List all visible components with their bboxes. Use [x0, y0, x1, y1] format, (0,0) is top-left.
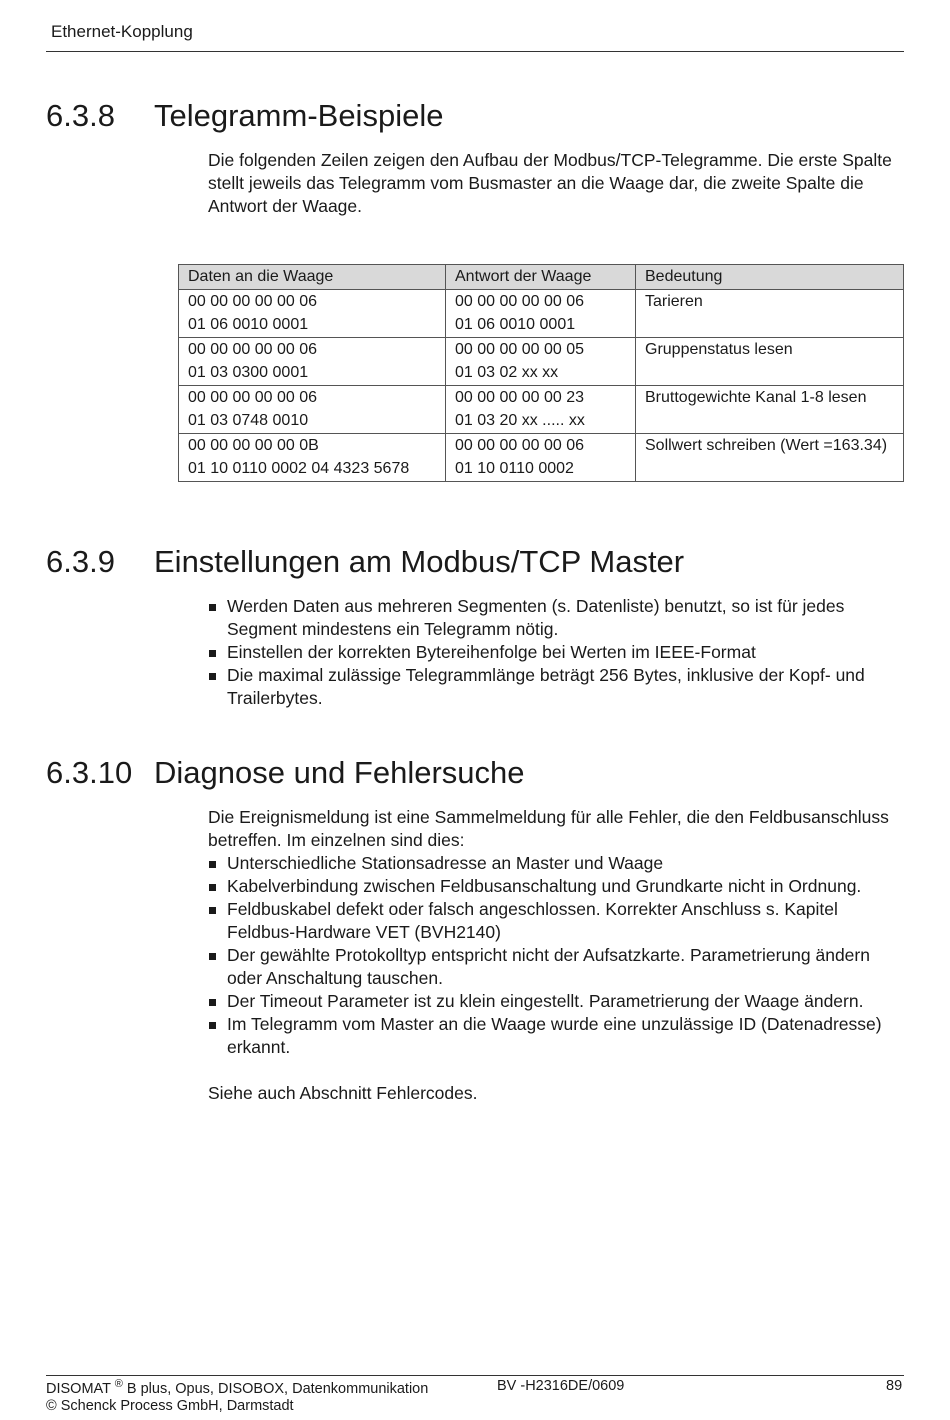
column-header: Bedeutung — [636, 265, 904, 290]
list-item — [208, 990, 898, 1013]
table-cell-reply — [446, 433, 636, 481]
list-item-text: Im Telegramm vom Master an die Waage wurde eine unzulässige ID (Datenadresse) erkannt. — [227, 1014, 882, 1057]
intro-paragraph: Die folgenden Zeilen zeigen den Aufbau der Modbus/TCP-Telegramme. Die erste Spalte stellt jeweils das Telegramm vom Busmaster an die Waage dar, die zweite Spalte die Antwort der Waage. — [208, 150, 892, 216]
list-item — [208, 944, 898, 990]
section-number: 6.3.10 — [46, 755, 133, 790]
running-header: Ethernet-Kopplung — [51, 22, 193, 41]
table-cell-meaning: Tarieren — [636, 289, 904, 337]
list-item — [208, 898, 898, 944]
list-item-text: Unterschiedliche Stationsadresse an Master und Waage — [227, 853, 664, 873]
list-item — [208, 595, 908, 641]
cell-line: 00 00 00 00 00 06 — [188, 292, 318, 310]
settings-list-block — [208, 595, 908, 710]
product-name: DISOMAT — [46, 1380, 111, 1397]
cell-line: 00 00 00 00 00 23 — [455, 388, 585, 406]
table-cell-send — [179, 433, 446, 481]
cell-line: 01 06 0010 0001 — [188, 316, 309, 333]
footer-divider — [46, 1375, 904, 1376]
cell-line: 01 03 0748 0010 — [188, 412, 309, 429]
cell-line: 01 10 0110 0002 04 4323 5678 — [188, 460, 410, 477]
footer-product — [46, 1378, 428, 1397]
bullet-square-icon — [209, 650, 216, 657]
list-item — [208, 1013, 898, 1059]
registered-mark: ® — [114, 1378, 123, 1390]
cell-line: 01 03 20 xx ..... xx — [455, 412, 585, 429]
list-item — [208, 641, 908, 664]
section-intro — [208, 149, 908, 218]
cell-line: 00 00 00 00 00 06 — [455, 436, 585, 454]
bullet-square-icon — [209, 673, 216, 680]
bullet-square-icon — [209, 907, 216, 914]
table-cell-send — [179, 337, 446, 385]
bullet-square-icon — [209, 1022, 216, 1029]
list-item-text: Die maximal zulässige Telegrammlänge beträgt 256 Bytes, inklusive der Kopf- und Trailerbytes. — [227, 665, 865, 708]
section-title: Einstellungen am Modbus/TCP Master — [154, 544, 685, 579]
cell-line: 00 00 00 00 00 06 — [188, 388, 318, 406]
list-item-text: Der Timeout Parameter ist zu klein eingestellt. Parametrierung der Waage ändern. — [227, 991, 864, 1011]
footer-copyright: © Schenck Process GmbH, Darmstadt — [46, 1398, 294, 1414]
product-variants: B plus, Opus, DISOBOX, Datenkommunikation — [122, 1380, 429, 1397]
section-number: 6.3.9 — [46, 544, 115, 579]
list-item-text: Kabelverbindung zwischen Feldbusanschaltung und Grundkarte nicht in Ordnung. — [227, 876, 862, 896]
cell-line: 00 00 00 00 00 06 — [188, 340, 318, 358]
list-item-text: Feldbuskabel defekt oder falsch angeschlossen. Korrekter Anschluss s. Kapitel Feldbus-Hardware VET (BVH2140) — [227, 899, 838, 942]
table-row — [179, 289, 904, 337]
table-row — [179, 433, 904, 481]
list-item — [208, 852, 898, 875]
table-cell-reply — [446, 289, 636, 337]
list-item — [208, 875, 898, 898]
bullet-square-icon — [209, 604, 216, 611]
bullet-square-icon — [209, 861, 216, 868]
table-cell-meaning: Bruttogewichte Kanal 1-8 lesen — [636, 385, 904, 433]
list-item-text: Einstellen der korrekten Bytereihenfolge bei Werten im IEEE-Format — [227, 642, 756, 662]
diagnosis-block — [208, 806, 898, 1105]
bullet-list — [208, 852, 898, 1059]
closing-paragraph: Siehe auch Abschnitt Fehlercodes. — [208, 1083, 478, 1103]
cell-line: 01 03 0300 0001 — [188, 364, 309, 381]
table-cell-meaning: Gruppenstatus lesen — [636, 337, 904, 385]
bullet-square-icon — [209, 999, 216, 1006]
cell-line: 01 06 0010 0001 — [455, 316, 576, 333]
intro-paragraph: Die Ereignismeldung ist eine Sammelmeldung für alle Fehler, die den Feldbusanschluss betreffen. Im einzelnen sind dies: — [208, 807, 889, 850]
telegram-table — [178, 264, 904, 482]
table-header-row — [179, 265, 904, 290]
table-cell-send — [179, 385, 446, 433]
table-cell-reply — [446, 337, 636, 385]
section-number: 6.3.8 — [46, 98, 115, 133]
table-row — [179, 385, 904, 433]
header-divider — [46, 51, 904, 52]
cell-line: 00 00 00 00 00 0B — [188, 436, 319, 454]
section-title: Telegramm-Beispiele — [154, 98, 444, 133]
column-header: Antwort der Waage — [446, 265, 636, 290]
footer-doc-id: BV -H2316DE/0609 — [497, 1378, 625, 1394]
cell-line: 01 10 0110 0002 — [455, 460, 574, 477]
list-item-text: Werden Daten aus mehreren Segmenten (s. Datenliste) benutzt, so ist für jedes Segment mindestens ein Telegramm nötig. — [227, 596, 845, 639]
bullet-square-icon — [209, 953, 216, 960]
bullet-list — [208, 595, 908, 710]
cell-line: 01 03 02 xx xx — [455, 364, 559, 381]
table-cell-meaning: Sollwert schreiben (Wert =163.34) — [636, 433, 904, 481]
page-number: 89 — [886, 1378, 903, 1394]
section-title: Diagnose und Fehlersuche — [154, 755, 525, 790]
table-cell-reply — [446, 385, 636, 433]
list-item-text: Der gewählte Protokolltyp entspricht nicht der Aufsatzkarte. Parametrierung ändern oder Anschaltung tauschen. — [227, 945, 870, 988]
bullet-square-icon — [209, 884, 216, 891]
table-cell-send — [179, 289, 446, 337]
table-row — [179, 337, 904, 385]
column-header: Daten an die Waage — [179, 265, 446, 290]
cell-line: 00 00 00 00 00 05 — [455, 340, 585, 358]
cell-line: 00 00 00 00 00 06 — [455, 292, 585, 310]
list-item — [208, 664, 908, 710]
